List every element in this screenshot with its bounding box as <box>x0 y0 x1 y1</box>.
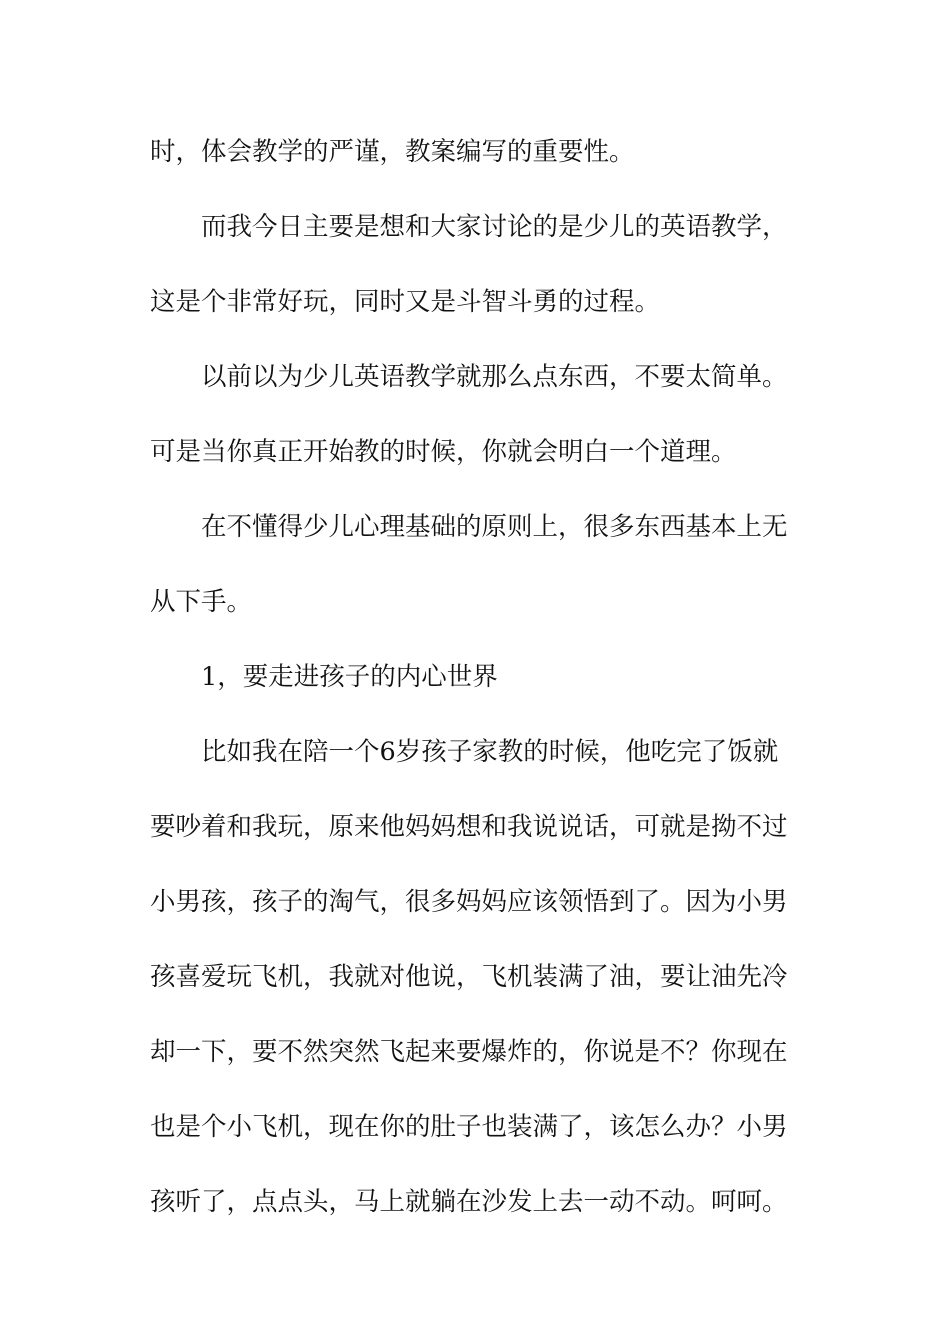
text-line: 孩喜爱玩飞机，我就对他说，飞机装满了油，要让油先冷 <box>150 962 788 992</box>
document-body <box>150 115 800 1240</box>
text-line: 在不懂得少儿心理基础的原则上，很多东西基本上无 <box>201 512 788 542</box>
paragraph-3 <box>150 340 800 490</box>
text-line: 以前以为少儿英语教学就那么点东西，不要太简单。 <box>201 362 788 392</box>
text-line: 从下手。 <box>150 587 253 617</box>
heading-line: 1，要走进孩子的内心世界 <box>201 662 498 692</box>
paragraph-6 <box>150 715 800 1240</box>
text-line: 却一下，要不然突然飞起来要爆炸的，你说是不？你现在 <box>150 1037 788 1067</box>
paragraph-4 <box>150 490 800 640</box>
text-line: 也是个小飞机，现在你的肚子也装满了，该怎么办？小男 <box>150 1112 788 1142</box>
paragraph-2 <box>150 190 800 340</box>
text-line: 小男孩，孩子的淘气，很多妈妈应该领悟到了。因为小男 <box>150 887 788 917</box>
text-line: 孩听了，点点头，马上就躺在沙发上去一动不动。呵呵。 <box>150 1187 788 1217</box>
paragraph-1 <box>150 115 800 190</box>
text-line: 而我今日主要是想和大家讨论的是少儿的英语教学， <box>201 212 788 242</box>
text-line: 时，体会教学的严谨，教案编写的重要性。 <box>150 137 635 167</box>
text-line: 可是当你真正开始教的时候，你就会明白一个道理。 <box>150 437 737 467</box>
text-line: 要吵着和我玩，原来他妈妈想和我说说话，可就是拗不过 <box>150 812 788 842</box>
text-line: 这是个非常好玩，同时又是斗智斗勇的过程。 <box>150 287 661 317</box>
section-heading <box>150 640 800 715</box>
text-line: 比如我在陪一个6岁孩子家教的时候，他吃完了饭就 <box>201 737 779 767</box>
